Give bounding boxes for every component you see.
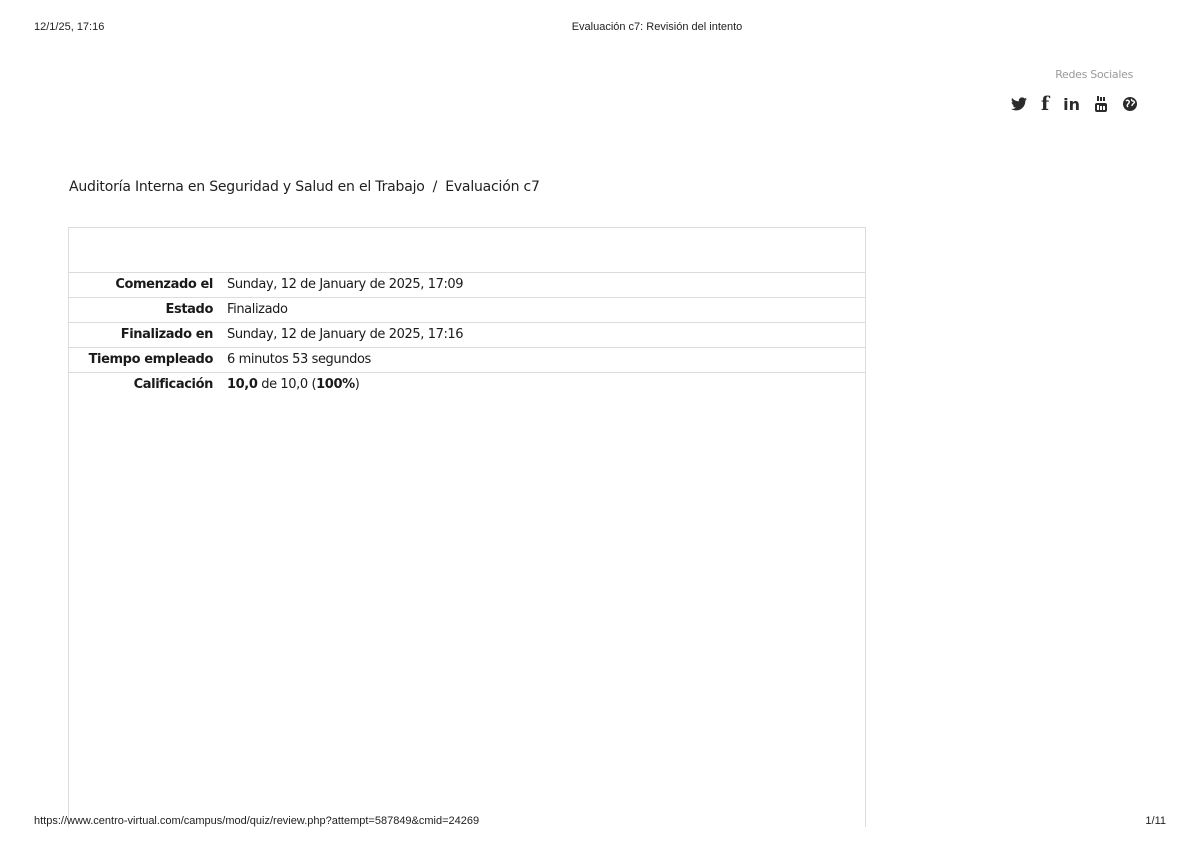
social-title: Redes Sociales: [1055, 68, 1133, 81]
summary-label: Estado: [165, 302, 213, 317]
grade-score: 10,0: [227, 377, 258, 392]
summary-label: Finalizado en: [120, 327, 213, 342]
facebook-icon[interactable]: f: [1040, 93, 1050, 115]
summary-value: [213, 373, 359, 397]
breadcrumb-separator: /: [432, 179, 438, 195]
social-icons: [1011, 93, 1138, 115]
summary-label: Tiempo empleado: [88, 352, 213, 367]
summary-label: Comenzado el: [115, 277, 213, 292]
grade-percent: 100%: [316, 377, 355, 392]
summary-row-finished: [69, 323, 865, 348]
print-page-title: Evaluación c7: Revisión del intento: [571, 21, 743, 33]
summary-header-row: [69, 228, 865, 273]
breadcrumb-current-page[interactable]: Evaluación c7: [445, 179, 540, 195]
print-page-number: 1/11: [1145, 815, 1166, 827]
summary-row-started: [69, 273, 865, 298]
print-date: 12/1/25, 17:16: [34, 21, 105, 33]
summary-value: Sunday, 12 de January de 2025, 17:09: [227, 277, 464, 292]
summary-value: 6 minutos 53 segundos: [227, 352, 371, 367]
summary-row-time-taken: [69, 348, 865, 373]
grade-total: de 10,0 (: [257, 377, 317, 392]
twitter-icon[interactable]: [1011, 93, 1027, 115]
attempt-summary-table: [68, 227, 866, 827]
linkedin-icon[interactable]: in: [1063, 94, 1080, 114]
summary-value: Sunday, 12 de January de 2025, 17:16: [227, 327, 464, 342]
breadcrumb: [69, 179, 540, 195]
grade-end: ): [354, 377, 360, 392]
print-url: https://www.centro-virtual.com/campus/mod/quiz/review.php?attempt=587849&cmid=24269: [34, 815, 480, 827]
summary-row-grade: [69, 373, 865, 397]
summary-row-state: [69, 298, 865, 323]
breadcrumb-course-link[interactable]: Auditoría Interna en Seguridad y Salud en el Trabajo: [69, 179, 425, 195]
summary-label: Calificación: [133, 377, 213, 392]
globe-icon[interactable]: [1122, 93, 1138, 115]
summary-value: Finalizado: [227, 302, 288, 317]
youtube-icon[interactable]: [1094, 93, 1108, 115]
